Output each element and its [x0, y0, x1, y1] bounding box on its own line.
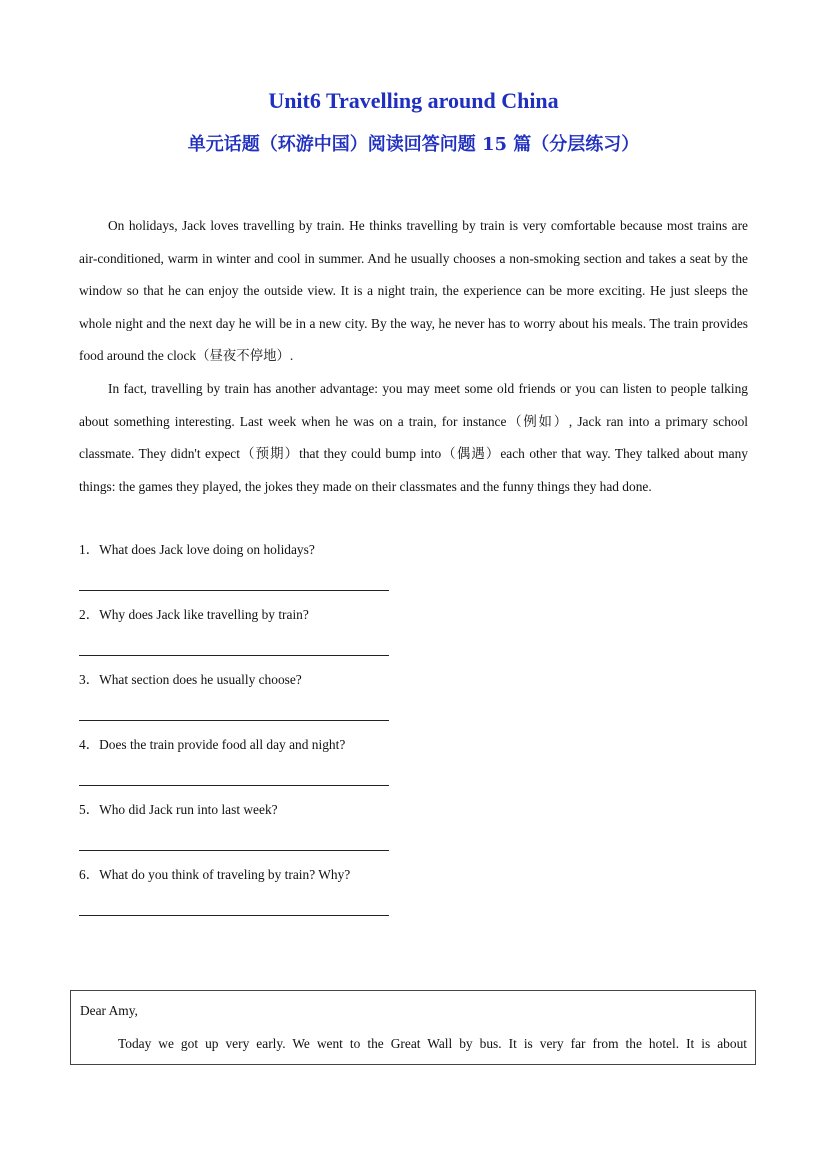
answer-line-5[interactable]: [79, 850, 389, 851]
question-1: 1．What does Jack love doing on holidays?: [79, 542, 315, 557]
letter-text: Today we got up very early. We went to the Great Wall by bus. It is very far from the hotel. It is about: [118, 1036, 747, 1051]
answer-line-2[interactable]: [79, 655, 389, 656]
reading-passage: [79, 210, 748, 503]
question-6: 6．What do you think of traveling by train? Why?: [79, 867, 351, 882]
question-4: 4．Does the train provide food all day and night?: [79, 737, 346, 752]
passage-paragraph-1: On holidays, Jack loves travelling by train. He thinks travelling by train is very comfortable because most trains are air-conditioned, warm in winter and cool in summer. And he usually chooses a non-smoking section and takes a seat by the window so that he can enjoy the outside view. It is a night train, the experience can be more exciting. He just sleeps the whole night and the next day he will be in a new city. By the way, he never has to worry about his meals. The train provides food around the clock（昼夜不停地）.: [79, 218, 748, 364]
answer-line-6[interactable]: [79, 915, 389, 916]
document-title: Unit6 Travelling around China: [268, 88, 559, 113]
letter-greeting: Dear Amy,: [80, 1003, 138, 1018]
question-2: 2．Why does Jack like travelling by train?: [79, 607, 309, 622]
question-5: 5．Who did Jack run into last week?: [79, 802, 278, 817]
question-3: 3．What section does he usually choose?: [79, 672, 302, 687]
passage-paragraph-2: In fact, travelling by train has another advantage: you may meet some old friends or you can listen to people talking about something interesting. Last week when he was on a train, for instance（例如）, Jack ran into a primary school classmate. They didn't expect（预期）that they could bump into（偶遇）each other that way. They talked about many things: the games they played, the jokes they made on their classmates and the funny things they had done.: [79, 380, 748, 494]
answer-line-3[interactable]: [79, 720, 389, 721]
answer-line-1[interactable]: [79, 590, 389, 591]
answer-line-4[interactable]: [79, 785, 389, 786]
letter-box: [70, 990, 756, 1065]
document-subtitle: 单元话题（环游中国）阅读回答问题 15 篇（分层练习）: [187, 134, 640, 155]
